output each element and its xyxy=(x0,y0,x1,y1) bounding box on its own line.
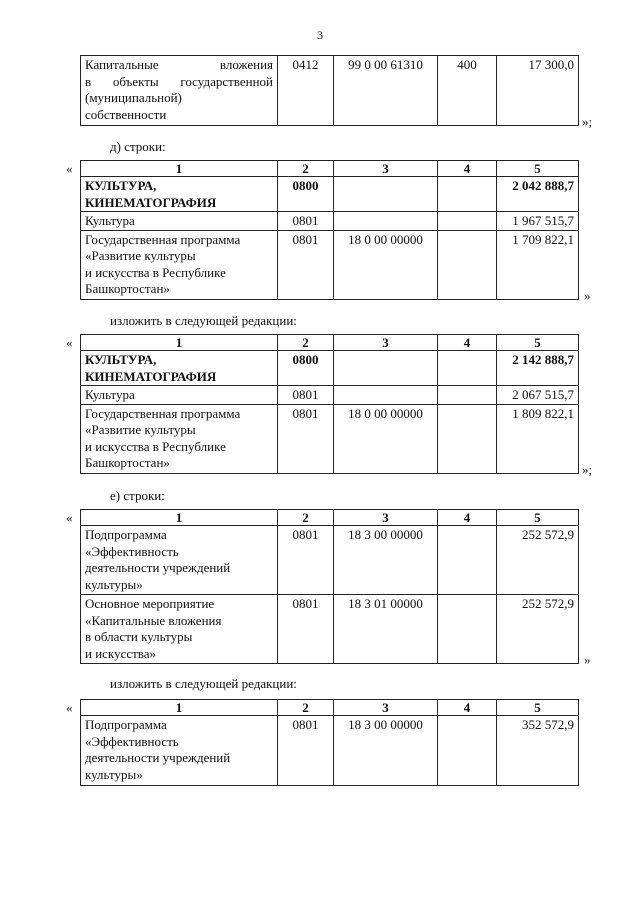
open-quote: « xyxy=(66,700,73,715)
budget-table-old-subprogram xyxy=(80,509,579,664)
header-cell: 3 xyxy=(334,700,438,716)
header-cell: 1 xyxy=(81,700,278,716)
header-cell: 2 xyxy=(278,510,334,526)
name-line: и искусства в Республике xyxy=(85,264,226,280)
header-cell: 3 xyxy=(334,161,438,177)
close-quote: »; xyxy=(582,462,593,477)
name-line: Башкортостан» xyxy=(85,281,170,296)
name-line: КУЛЬТУРА, xyxy=(85,352,157,367)
name-line: Культура xyxy=(85,387,135,402)
expense-type-cell xyxy=(438,351,497,386)
name-cell xyxy=(81,212,278,231)
expense-type-cell xyxy=(438,526,497,595)
name-cell xyxy=(81,526,278,595)
table-row xyxy=(81,386,579,405)
section-code-cell: 0801 xyxy=(278,212,334,231)
close-quote: » xyxy=(584,652,591,667)
name-line: культуры» xyxy=(85,576,143,592)
expense-type-cell xyxy=(438,212,497,231)
name-cell xyxy=(81,230,278,299)
open-quote: « xyxy=(66,335,73,350)
section-code-cell: 0800 xyxy=(278,177,334,212)
header-cell: 4 xyxy=(438,161,497,177)
budget-table-new-subprogram xyxy=(80,699,579,786)
section-code-cell: 0412 xyxy=(278,56,334,126)
name-line: и искусства» xyxy=(85,645,157,661)
section-code-cell: 0800 xyxy=(278,351,334,386)
name-line: «Капитальные вложения xyxy=(85,612,222,628)
target-article-cell: 18 0 00 00000 xyxy=(334,230,438,299)
name-cell xyxy=(81,177,278,212)
header-cell: 2 xyxy=(278,335,334,351)
name-line: «Развитие культуры xyxy=(85,248,196,263)
header-row xyxy=(81,510,579,526)
amount-cell: 1 709 822,1 xyxy=(497,230,579,299)
target-article-cell: 18 3 00 00000 xyxy=(334,526,438,595)
table-row xyxy=(81,56,579,126)
name-line: «Эффективность xyxy=(85,733,179,749)
name-line: собственности xyxy=(85,106,167,122)
header-cell: 1 xyxy=(81,335,278,351)
section-code-cell: 0801 xyxy=(278,404,334,473)
target-article-cell: 99 0 00 61310 xyxy=(334,56,438,126)
header-cell: 3 xyxy=(334,510,438,526)
target-article-cell xyxy=(334,212,438,231)
header-cell: 3 xyxy=(334,335,438,351)
name-line: в объекты государственной xyxy=(85,73,273,89)
budget-table-old-culture xyxy=(80,160,579,300)
budget-table-continuation xyxy=(80,55,579,126)
name-line: КИНЕМАТОГРАФИЯ xyxy=(85,194,217,210)
section-code-cell: 0801 xyxy=(278,230,334,299)
expense-type-cell xyxy=(438,595,497,664)
target-article-cell: 18 0 00 00000 xyxy=(334,404,438,473)
name-line: Башкортостан» xyxy=(85,455,170,470)
close-quote: » xyxy=(584,288,591,303)
open-quote: « xyxy=(66,161,73,176)
name-line: деятельности учреждений xyxy=(85,560,231,575)
budget-table-new-culture xyxy=(80,334,579,474)
name-line: Культура xyxy=(85,213,135,228)
name-cell xyxy=(81,386,278,405)
table-row xyxy=(81,212,579,231)
header-cell: 5 xyxy=(497,335,579,351)
paragraph-replace-1: изложить в следующей редакции: xyxy=(110,313,297,328)
table-row xyxy=(81,595,579,664)
table-row xyxy=(81,177,579,212)
expense-type-cell xyxy=(438,716,497,786)
expense-type-cell xyxy=(438,386,497,405)
table-row xyxy=(81,230,579,299)
name-line: «Эффективность xyxy=(85,543,179,559)
header-cell: 4 xyxy=(438,700,497,716)
header-cell: 2 xyxy=(278,161,334,177)
target-article-cell xyxy=(334,177,438,212)
name-line: Капитальные вложения xyxy=(85,57,273,72)
header-cell: 5 xyxy=(497,510,579,526)
amount-cell: 252 572,9 xyxy=(497,526,579,595)
expense-type-cell xyxy=(438,230,497,299)
name-line: «Развитие культуры xyxy=(85,422,196,437)
expense-type-cell xyxy=(438,177,497,212)
name-line: культуры» xyxy=(85,766,143,782)
name-cell xyxy=(81,404,278,473)
name-line: Государственная программа xyxy=(85,231,241,247)
paragraph-e-rows: е) строки: xyxy=(110,488,165,503)
header-cell: 5 xyxy=(497,161,579,177)
table-row xyxy=(81,526,579,595)
header-cell: 4 xyxy=(438,510,497,526)
amount-cell: 2 042 888,7 xyxy=(497,177,579,212)
open-quote: « xyxy=(66,510,73,525)
amount-cell: 1 967 515,7 xyxy=(497,212,579,231)
header-row xyxy=(81,700,579,716)
name-line: и искусства в Республике xyxy=(85,438,226,454)
amount-cell: 17 300,0 xyxy=(497,56,579,126)
header-row xyxy=(81,335,579,351)
amount-cell: 252 572,9 xyxy=(497,595,579,664)
paragraph-d-rows: д) строки: xyxy=(110,139,166,154)
close-quote: »; xyxy=(582,114,593,129)
header-row xyxy=(81,161,579,177)
name-cell xyxy=(81,595,278,664)
target-article-cell: 18 3 00 00000 xyxy=(334,716,438,786)
header-cell: 4 xyxy=(438,335,497,351)
header-cell: 1 xyxy=(81,161,278,177)
name-cell xyxy=(81,351,278,386)
target-article-cell xyxy=(334,351,438,386)
section-code-cell: 0801 xyxy=(278,386,334,405)
name-line: Основное мероприятие xyxy=(85,596,215,611)
table-row xyxy=(81,716,579,786)
amount-cell: 2 067 515,7 xyxy=(497,386,579,405)
header-cell: 2 xyxy=(278,700,334,716)
section-code-cell: 0801 xyxy=(278,526,334,595)
name-cell xyxy=(81,56,278,126)
section-code-cell: 0801 xyxy=(278,716,334,786)
page-number: 3 xyxy=(317,28,323,42)
name-line: (муниципальной) xyxy=(85,90,182,105)
name-line: Подпрограмма xyxy=(85,527,167,542)
name-line: КУЛЬТУРА, xyxy=(85,178,157,193)
header-cell: 5 xyxy=(497,700,579,716)
expense-type-cell xyxy=(438,404,497,473)
name-cell xyxy=(81,716,278,786)
name-line: КИНЕМАТОГРАФИЯ xyxy=(85,368,217,384)
target-article-cell xyxy=(334,386,438,405)
name-line: Подпрограмма xyxy=(85,717,167,732)
target-article-cell: 18 3 01 00000 xyxy=(334,595,438,664)
header-cell: 1 xyxy=(81,510,278,526)
amount-cell: 352 572,9 xyxy=(497,716,579,786)
name-line: деятельности учреждений xyxy=(85,750,231,765)
amount-cell: 2 142 888,7 xyxy=(497,351,579,386)
paragraph-replace-2: изложить в следующей редакции: xyxy=(110,676,297,691)
amount-cell: 1 809 822,1 xyxy=(497,404,579,473)
expense-type-cell: 400 xyxy=(438,56,497,126)
table-row xyxy=(81,404,579,473)
table-row xyxy=(81,351,579,386)
name-line: Государственная программа xyxy=(85,405,241,421)
name-line: в области культуры xyxy=(85,629,193,644)
section-code-cell: 0801 xyxy=(278,595,334,664)
